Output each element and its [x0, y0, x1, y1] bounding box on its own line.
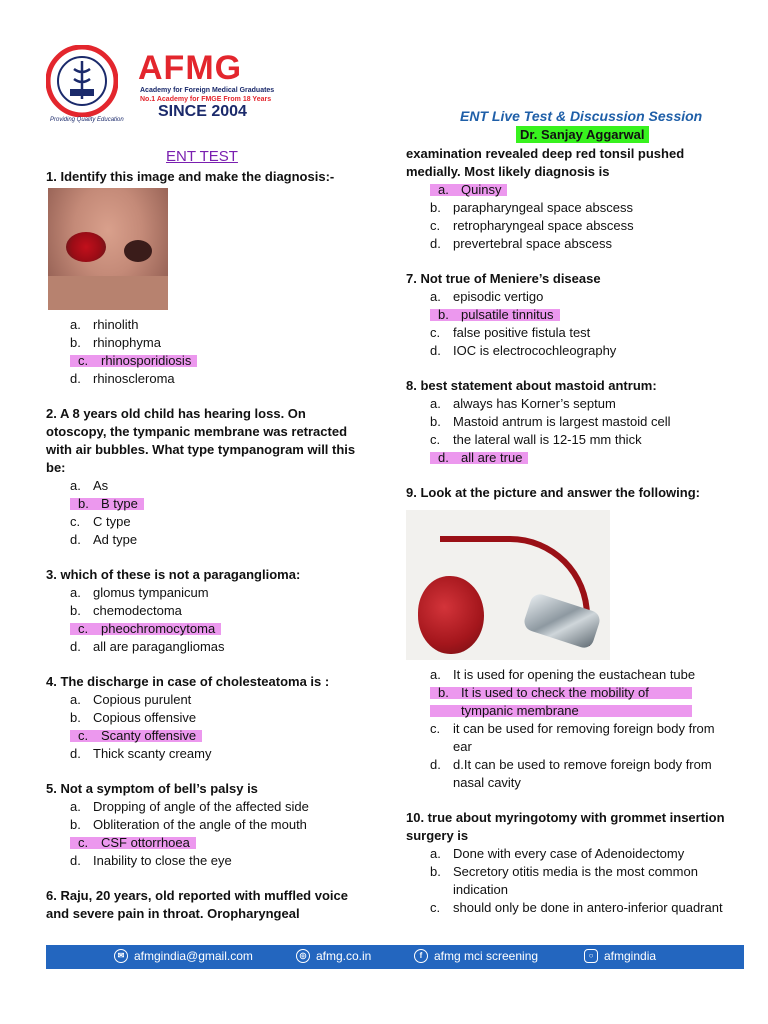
- doctor-name: Dr. Sanjay Aggarwal: [516, 126, 649, 143]
- instagram-icon: ○: [584, 949, 598, 963]
- option: d. rhinoscleroma: [70, 371, 175, 386]
- option-highlighted: a. Quinsy: [406, 181, 736, 199]
- brand-subtitle-2: No.1 Academy for FMGE From 18 Years: [140, 96, 272, 103]
- footer-website[interactable]: ◎ afmg.co.in: [296, 949, 371, 963]
- question-1: 1. Identify this image and make the diagnosis:-: [46, 169, 335, 184]
- option: d. IOC is electrocochleography: [430, 343, 617, 358]
- question-9: 9. Look at the picture and answer the following:: [406, 485, 700, 500]
- option: c. false positive fistula test: [430, 325, 591, 340]
- q6-options: [406, 181, 736, 253]
- option: d. prevertebral space abscess: [430, 236, 612, 251]
- option: a. Done with every case of Adenoidectomy: [430, 846, 685, 861]
- q1-options: [46, 316, 366, 388]
- option-highlighted: c. CSF ottorrhoea: [46, 834, 366, 852]
- option-highlighted: b. pulsatile tinnitus: [406, 306, 736, 324]
- question-5: 5. Not a symptom of bell’s palsy is: [46, 781, 258, 796]
- option: a. It is used for opening the eustachean tube: [430, 667, 696, 682]
- question-10: 10. true about myringotomy with grommet insertion surgery is: [406, 810, 725, 843]
- option: d. d.It can be used to remove foreign body from nasal cavity: [430, 757, 712, 790]
- q9-options: [406, 666, 736, 792]
- globe-icon: ◎: [296, 949, 310, 963]
- question-3: 3. which of these is not a paraganglioma:: [46, 567, 301, 582]
- option-highlighted: b. It is used to check the mobility of tympanic membrane: [406, 684, 736, 720]
- option: b. chemodectoma: [70, 603, 182, 618]
- option: d. all are paragangliomas: [70, 639, 225, 654]
- option-highlighted: c. Scanty offensive: [46, 727, 366, 745]
- option: b. Obliteration of the angle of the mouth: [70, 817, 307, 832]
- option: c. retropharyngeal space abscess: [430, 218, 634, 233]
- question-7: 7. Not true of Meniere’s disease: [406, 271, 601, 286]
- mail-icon: ✉: [114, 949, 128, 963]
- option-highlighted: d. all are true: [406, 449, 736, 467]
- question-6: 6. Raju, 20 years, old reported with muffled voice and severe pain in throat. Oropharyngeal: [46, 888, 348, 921]
- option: c. C type: [70, 514, 131, 529]
- option: a. Dropping of angle of the affected side: [70, 799, 309, 814]
- option: b. Secretory otitis media is the most common indication: [430, 864, 698, 897]
- option: c. the lateral wall is 12-15 mm thick: [430, 432, 642, 447]
- option: b. Copious offensive: [70, 710, 197, 725]
- option: c. should only be done in antero-inferior quadrant: [430, 900, 723, 915]
- q4-options: [46, 691, 366, 763]
- q5-options: [46, 798, 366, 870]
- facebook-icon: f: [414, 949, 428, 963]
- right-column: [406, 145, 736, 917]
- option: c. it can be used for removing foreign body from ear: [430, 721, 715, 754]
- brand-name: AFMG: [138, 49, 243, 87]
- question-4: 4. The discharge in case of cholesteatoma is :: [46, 674, 330, 689]
- option: a. episodic vertigo: [430, 289, 544, 304]
- option-highlighted: c. rhinosporidiosis: [46, 352, 366, 370]
- question-6-continued: examination revealed deep red tonsil pushed medially. Most likely diagnosis is: [406, 146, 685, 179]
- brand-subtitle: Academy for Foreign Medical Graduates: [140, 87, 275, 94]
- option: d. Ad type: [70, 532, 138, 547]
- option-highlighted: b. B type: [46, 495, 366, 513]
- left-column: [46, 168, 366, 923]
- brand-tagline: Providing Quality Education: [50, 117, 124, 123]
- footer-email[interactable]: ✉ afmgindia@gmail.com: [114, 949, 253, 963]
- option: d. Thick scanty creamy: [70, 746, 212, 761]
- option: a. rhinolith: [70, 317, 139, 332]
- option: b. rhinophyma: [70, 335, 161, 350]
- afmg-logo: [46, 45, 286, 125]
- q3-options: [46, 584, 366, 656]
- option: a. As: [70, 478, 109, 493]
- option: b. parapharyngeal space abscess: [430, 200, 633, 215]
- seal-icon: [46, 45, 118, 117]
- option: b. Mastoid antrum is largest mastoid cell: [430, 414, 671, 429]
- option: a. glomus tympanicum: [70, 585, 209, 600]
- q8-options: [406, 395, 736, 467]
- q2-options: [46, 477, 366, 549]
- question-2: 2. A 8 years old child has hearing loss. On otoscopy, the tympanic membrane was retracted with air bubbles. What type tympanogram will this be:: [46, 406, 356, 475]
- nose-lesion-photo: [48, 188, 168, 310]
- q7-options: [406, 288, 736, 360]
- option-highlighted: c. pheochromocytoma: [46, 620, 366, 638]
- brand-since: SINCE 2004: [158, 103, 247, 120]
- option: d. Inability to close the eye: [70, 853, 232, 868]
- question-8: 8. best statement about mastoid antrum:: [406, 378, 657, 393]
- test-title: ENT TEST: [166, 148, 238, 165]
- session-title: ENT Live Test & Discussion Session: [460, 108, 703, 124]
- q10-options: [406, 845, 736, 917]
- footer-bar: [46, 945, 744, 969]
- footer-instagram[interactable]: ○ afmgindia: [584, 949, 656, 963]
- option: a. always has Korner’s septum: [430, 396, 616, 411]
- siegle-speculum-photo: [406, 510, 610, 660]
- footer-facebook[interactable]: f afmg mci screening: [414, 949, 538, 963]
- option: a. Copious purulent: [70, 692, 192, 707]
